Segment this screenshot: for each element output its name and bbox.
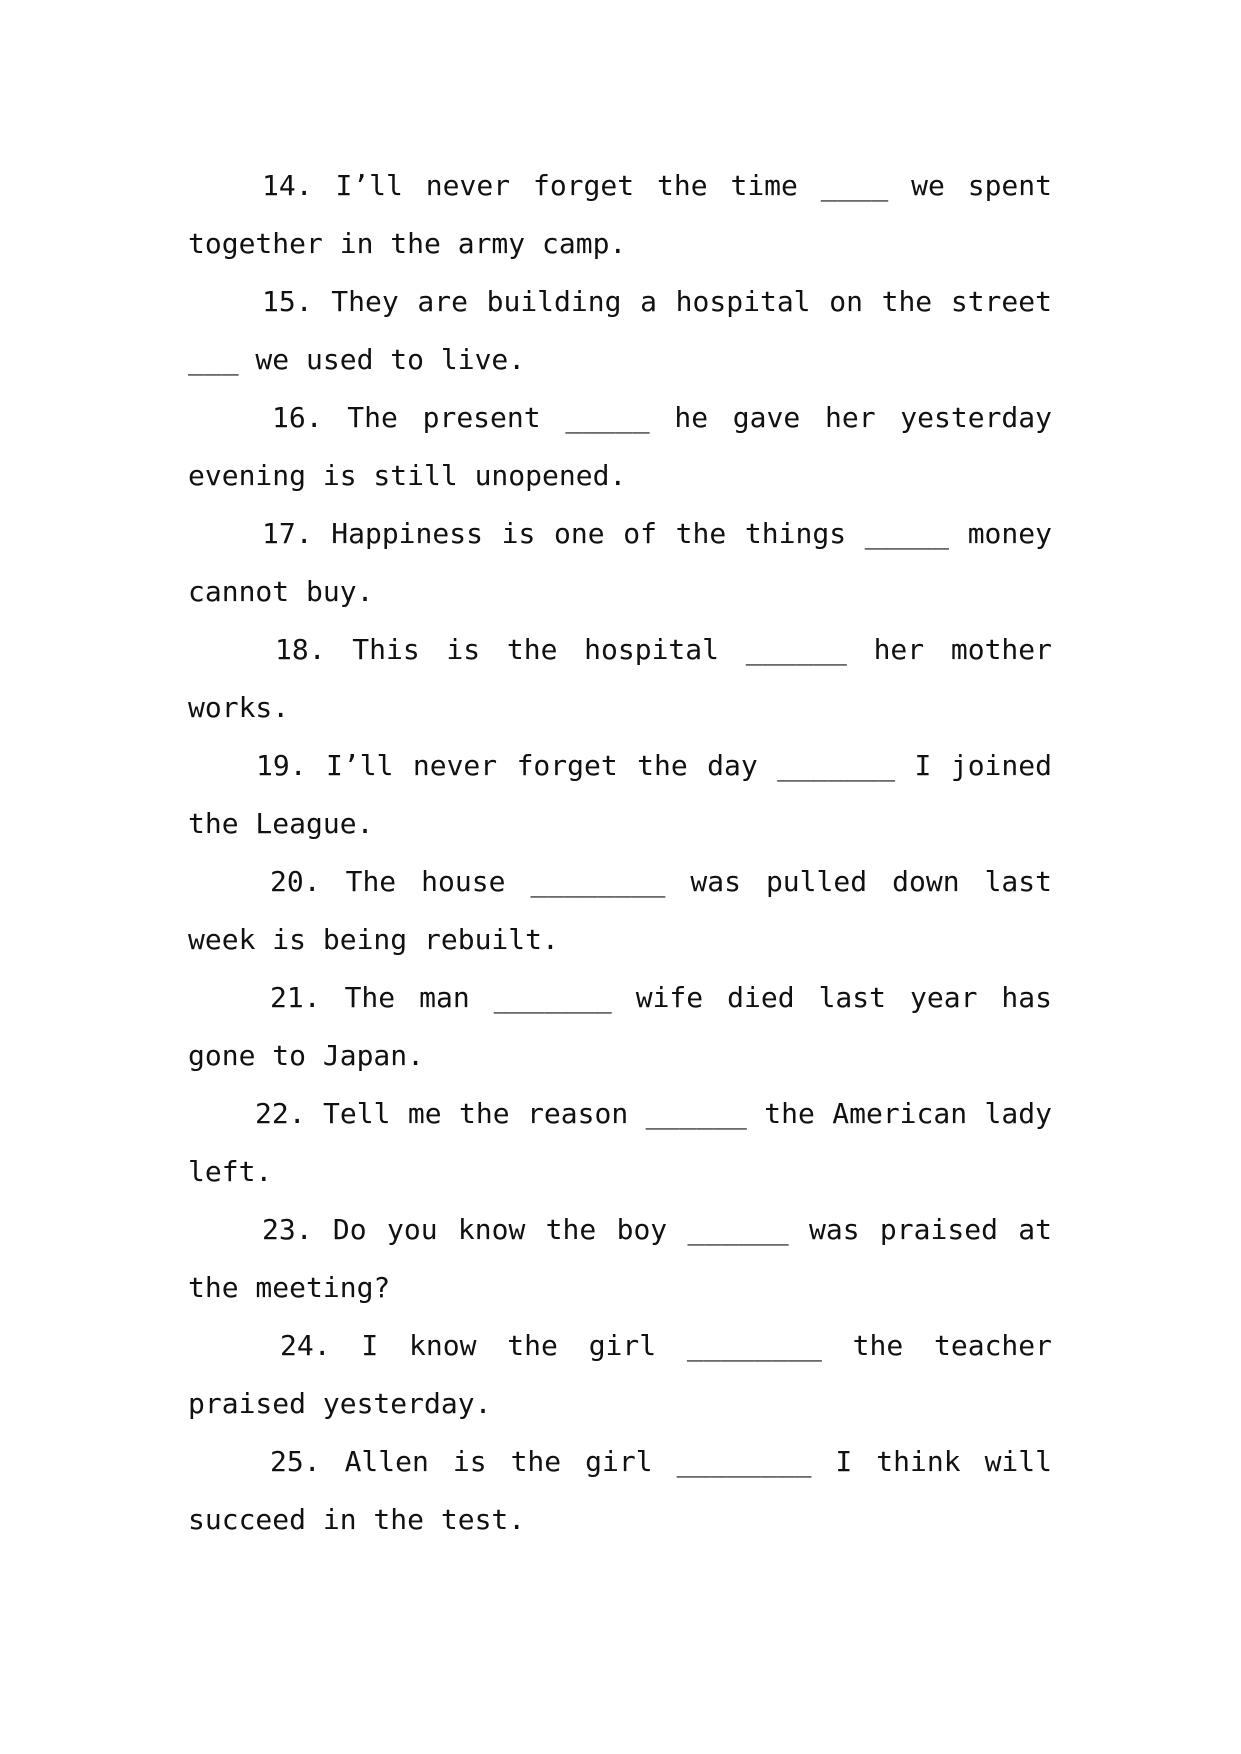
question-16-line-1: 16. The present _____ he gave her yesterday [272,401,1052,434]
question-25-line-1: 25. Allen is the girl ________ I think will [270,1445,1052,1478]
question-15-line-1: 15. They are building a hospital on the street [262,285,1052,318]
question-16-line-2: evening is still unopened. [188,459,627,492]
question-19-line-2: the League. [188,807,374,840]
question-24-line-1: 24. I know the girl ________ the teacher [280,1329,1052,1362]
question-19-line-1: 19. I’ll never forget the day _______ I joined [256,749,1052,782]
question-25-line-2: succeed in the test. [188,1503,526,1536]
question-23-line-1: 23. Do you know the boy ______ was praised at [262,1213,1052,1246]
question-15-line-2: ___ we used to live. [188,343,526,376]
question-22-line-2: left. [188,1155,273,1188]
question-18-line-1: 18. This is the hospital ______ her mother [275,633,1052,666]
question-14-line-2: together in the army camp. [188,227,627,260]
question-17-line-1: 17. Happiness is one of the things _____ money [262,517,1052,550]
question-18-line-2: works. [188,691,290,724]
question-21-line-1: 21. The man _______ wife died last year has [270,981,1052,1014]
question-24-line-2: praised yesterday. [188,1387,492,1420]
question-23-line-2: the meeting? [188,1271,391,1304]
question-20-line-2: week is being rebuilt. [188,923,559,956]
question-14-line-1: 14. I’ll never forget the time ____ we spent [262,169,1052,202]
question-21-line-2: gone to Japan. [188,1039,425,1072]
question-17-line-2: cannot buy. [188,575,374,608]
question-22-line-1: 22. Tell me the reason ______ the American lady [255,1097,1052,1130]
question-20-line-1: 20. The house ________ was pulled down last [270,865,1052,898]
